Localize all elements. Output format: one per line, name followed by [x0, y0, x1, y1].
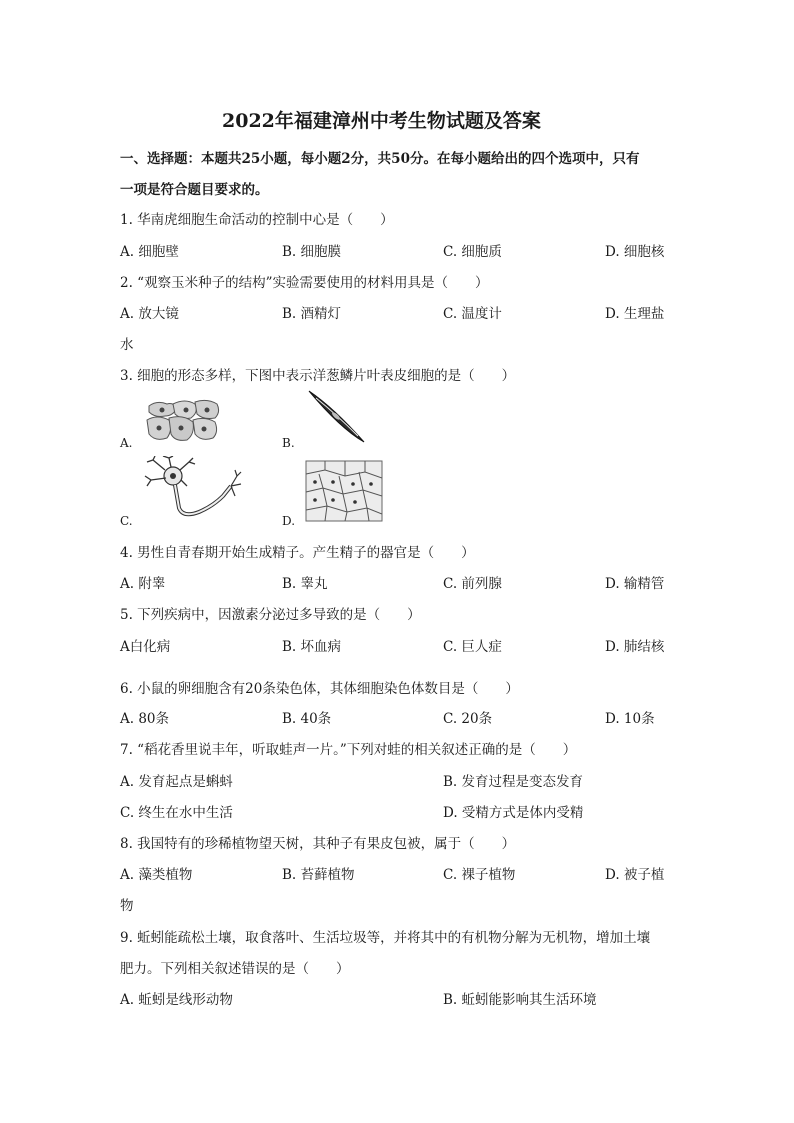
q7-option-c[interactable]: C. 终生在水中生活 — [120, 805, 233, 821]
question-4-stem: 4. 男性自青春期开始生成精子。产生精子的器官是（ ） — [120, 545, 475, 561]
q5-option-c[interactable]: C. 巨人症 — [443, 639, 502, 655]
q9-option-b[interactable]: B. 蚯蚓能影响其生活环境 — [443, 992, 597, 1008]
q6-option-b[interactable]: B. 40条 — [282, 711, 332, 727]
q6-option-a[interactable]: A. 80条 — [120, 711, 170, 727]
q1-option-c[interactable]: C. 细胞质 — [443, 244, 502, 260]
q1-option-a[interactable]: A. 细胞壁 — [120, 244, 179, 260]
q7-option-a[interactable]: A. 发育起点是蝌蚪 — [120, 774, 233, 790]
question-5-stem: 5. 下列疾病中，因激素分泌过多导致的是（ ） — [120, 607, 421, 623]
q1-option-b[interactable]: B. 细胞膜 — [282, 244, 342, 260]
q4-option-d[interactable]: D. 输精管 — [605, 576, 665, 592]
q8-option-b[interactable]: B. 苔藓植物 — [282, 867, 355, 883]
q3-label-d[interactable]: D. — [282, 514, 296, 528]
question-9-stem-line1: 9. 蚯蚓能疏松土壤，取食落叶、生活垃圾等，并将其中的有机物分解为无机物，增加土壤 — [120, 930, 651, 946]
q3-label-a[interactable]: A. — [120, 436, 133, 450]
q8-option-c[interactable]: C. 裸子植物 — [443, 867, 516, 883]
question-9-stem-line2: 肥力。下列相关叙述错误的是（ ） — [120, 961, 350, 977]
q4-option-b[interactable]: B. 睾丸 — [282, 576, 328, 592]
q8-option-a[interactable]: A. 藻类植物 — [120, 867, 193, 883]
question-8-stem: 8. 我国特有的珍稀植物望天树，其种子有果皮包被，属于（ ） — [120, 836, 516, 852]
q2-option-a[interactable]: A. 放大镜 — [120, 306, 179, 322]
q1-option-d[interactable]: D. 细胞核 — [605, 244, 665, 260]
q7-option-d[interactable]: D. 受精方式是体内受精 — [443, 805, 584, 821]
page-title: 2022年福建漳州中考生物试题及答案 — [222, 110, 541, 132]
question-2-stem: 2. “观察玉米种子的结构”实验需要使用的材料用具是（ ） — [120, 275, 489, 291]
q5-option-b[interactable]: B. 坏血病 — [282, 639, 342, 655]
q8-option-d[interactable]: D. 被子植 — [605, 867, 665, 883]
q3-figure-b-spindle-cell — [306, 388, 368, 446]
q3-label-b[interactable]: B. — [282, 436, 295, 450]
section-heading-line1: 一、选择题：本题共25小题，每小题2分，共50分。在每小题给出的四个选项中，只有 — [120, 151, 640, 167]
q3-figure-d-onion-epidermis — [305, 460, 383, 522]
q3-label-c[interactable]: C. — [120, 514, 133, 528]
q2-option-b[interactable]: B. 酒精灯 — [282, 306, 342, 322]
q2-option-d-continued: 水 — [120, 337, 134, 353]
question-6-stem: 6. 小鼠的卵细胞含有20条染色体，其体细胞染色体数目是（ ） — [120, 681, 519, 697]
section-heading-line2: 一项是符合题目要求的。 — [120, 182, 269, 198]
q5-option-d[interactable]: D. 肺结核 — [605, 639, 665, 655]
q2-option-d[interactable]: D. 生理盐 — [605, 306, 665, 322]
q2-option-c[interactable]: C. 温度计 — [443, 306, 502, 322]
q5-option-a[interactable]: A白化病 — [120, 639, 171, 655]
q6-option-d[interactable]: D. 10条 — [605, 711, 655, 727]
question-3-stem: 3. 细胞的形态多样，下图中表示洋葱鳞片叶表皮细胞的是（ ） — [120, 368, 516, 384]
q7-option-b[interactable]: B. 发育过程是变态发育 — [443, 774, 584, 790]
q4-option-c[interactable]: C. 前列腺 — [443, 576, 502, 592]
q3-figure-a-cells — [143, 398, 223, 444]
q8-option-d-continued: 物 — [120, 898, 134, 914]
q9-option-a[interactable]: A. 蚯蚓是线形动物 — [120, 992, 233, 1008]
question-1-stem: 1. 华南虎细胞生命活动的控制中心是（ ） — [120, 212, 394, 228]
q4-option-a[interactable]: A. 附睾 — [120, 576, 166, 592]
q3-figure-c-neuron — [143, 456, 243, 522]
q6-option-c[interactable]: C. 20条 — [443, 711, 493, 727]
question-7-stem: 7. “稻花香里说丰年，听取蛙声一片。”下列对蛙的相关叙述正确的是（ ） — [120, 742, 577, 758]
